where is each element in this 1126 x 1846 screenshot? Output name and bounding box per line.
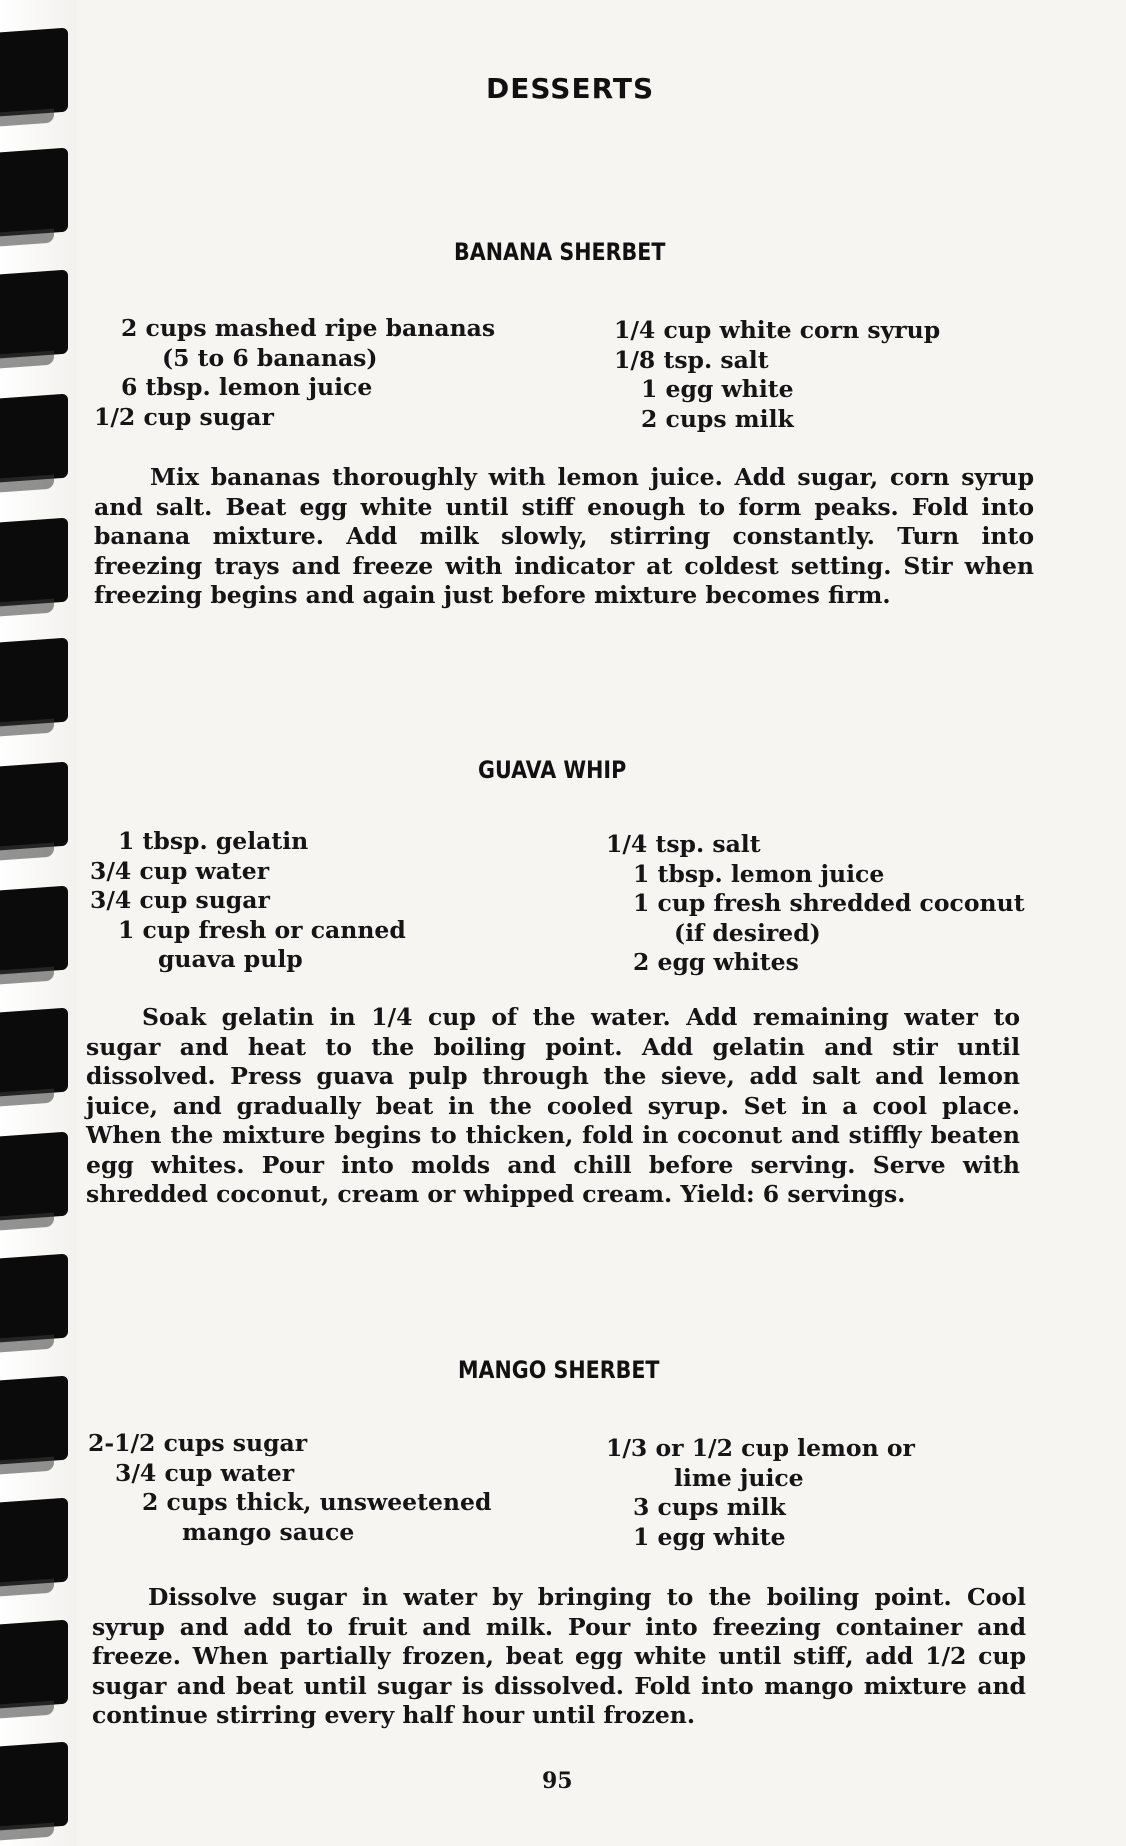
ingredient: lime juice: [674, 1463, 804, 1492]
binding-ring: [0, 1620, 68, 1709]
binding-ring: [0, 762, 68, 851]
binding-ring: [0, 1254, 68, 1343]
binding-ring: [0, 394, 68, 483]
ingredient: 6 tbsp. lemon juice: [121, 373, 373, 401]
ingredient: 1 tbsp. gelatin: [118, 827, 309, 855]
recipe-title: BANANA SHERBET: [454, 238, 666, 266]
ingredients-right: [614, 316, 940, 434]
ingredient: 1/4 cup white corn syrup: [614, 316, 941, 344]
ingredient: 1/4 tsp. salt: [606, 830, 761, 858]
ingredient: 3/4 cup water: [90, 856, 270, 885]
binding-ring: [0, 1008, 68, 1097]
ingredients-left: [88, 1429, 491, 1547]
ingredient: mango sauce: [182, 1517, 355, 1546]
binding-ring: [0, 638, 68, 727]
ingredient: 1 egg white: [641, 375, 794, 403]
page-title: DESSERTS: [486, 72, 655, 105]
binding-ring: [0, 1742, 68, 1831]
page-number: 95: [542, 1768, 573, 1794]
ingredient: 3/4 cup water: [115, 1458, 295, 1487]
ingredient: 1 tbsp. lemon juice: [633, 859, 885, 888]
ingredient: (5 to 6 bananas): [162, 343, 378, 372]
ingredient: 3/4 cup sugar: [90, 886, 270, 914]
ingredient: guava pulp: [158, 945, 303, 973]
binding-ring: [0, 886, 68, 975]
ingredient: 2 cups milk: [641, 404, 794, 433]
binding-ring: [0, 148, 68, 237]
ingredient: 1/8 tsp. salt: [614, 345, 769, 374]
recipe-title: GUAVA WHIP: [478, 756, 627, 784]
ingredient: 1 cup fresh shredded coconut: [633, 889, 1025, 917]
ingredient: 1/3 or 1/2 cup lemon or: [606, 1434, 915, 1462]
ingredients-left: [90, 827, 406, 975]
ingredient: 2-1/2 cups sugar: [88, 1429, 308, 1457]
spiral-binding: [0, 0, 76, 1846]
directions: Soak gelatin in 1/4 cup of the water. Add remaining water to sugar and heat to the boiling point. Add gelatin and stir until dissolved. Press guava pulp through the sieve, add salt and lemon juice, and gradually beat in the cooled syrup. Set in a cool place. When the mixture begins to thicken, fold in coconut and stiffly beaten egg whites. Pour into molds and chill before serving. Serve with shredded coconut, cream or whipped cream. Yield: 6 servings.: [86, 1003, 1020, 1208]
ingredient: (if desired): [674, 918, 821, 947]
ingredient: 1 egg white: [633, 1522, 786, 1551]
ingredients-right: [606, 1434, 915, 1552]
ingredient: 1/2 cup sugar: [94, 402, 274, 431]
ingredient: 2 cups mashed ripe bananas: [121, 314, 496, 342]
binding-ring: [0, 28, 68, 117]
directions: Mix bananas thoroughly with lemon juice. Add sugar, corn syrup and salt. Beat egg white until stiff enough to form peaks. Fold into banana mixture. Add milk slowly, stirring constantly. Turn into freezing trays and freeze with indicator at coldest setting. Stir when freezing begins and again just before mixture becomes firm.: [94, 463, 1034, 609]
binding-ring: [0, 1498, 68, 1587]
binding-ring: [0, 1376, 68, 1465]
ingredient: 2 egg whites: [633, 948, 799, 976]
ingredient: 1 cup fresh or canned: [118, 915, 406, 944]
ingredient: 3 cups milk: [633, 1493, 786, 1521]
ingredient: 2 cups thick, unsweetened: [142, 1488, 492, 1516]
binding-ring: [0, 518, 68, 607]
ingredients-right: [606, 830, 1025, 978]
ingredients-left: [94, 314, 495, 432]
binding-ring: [0, 1132, 68, 1221]
binding-ring: [0, 270, 68, 359]
directions: Dissolve sugar in water by bringing to the boiling point. Cool syrup and add to fruit and milk. Pour into freezing container and freeze. When partially frozen, beat egg white until stiff, add 1/2 cup sugar and beat until sugar is dissolved. Fold into mango mixture and continue stirring every half hour until frozen.: [92, 1583, 1026, 1729]
recipe-title: MANGO SHERBET: [458, 1356, 660, 1384]
